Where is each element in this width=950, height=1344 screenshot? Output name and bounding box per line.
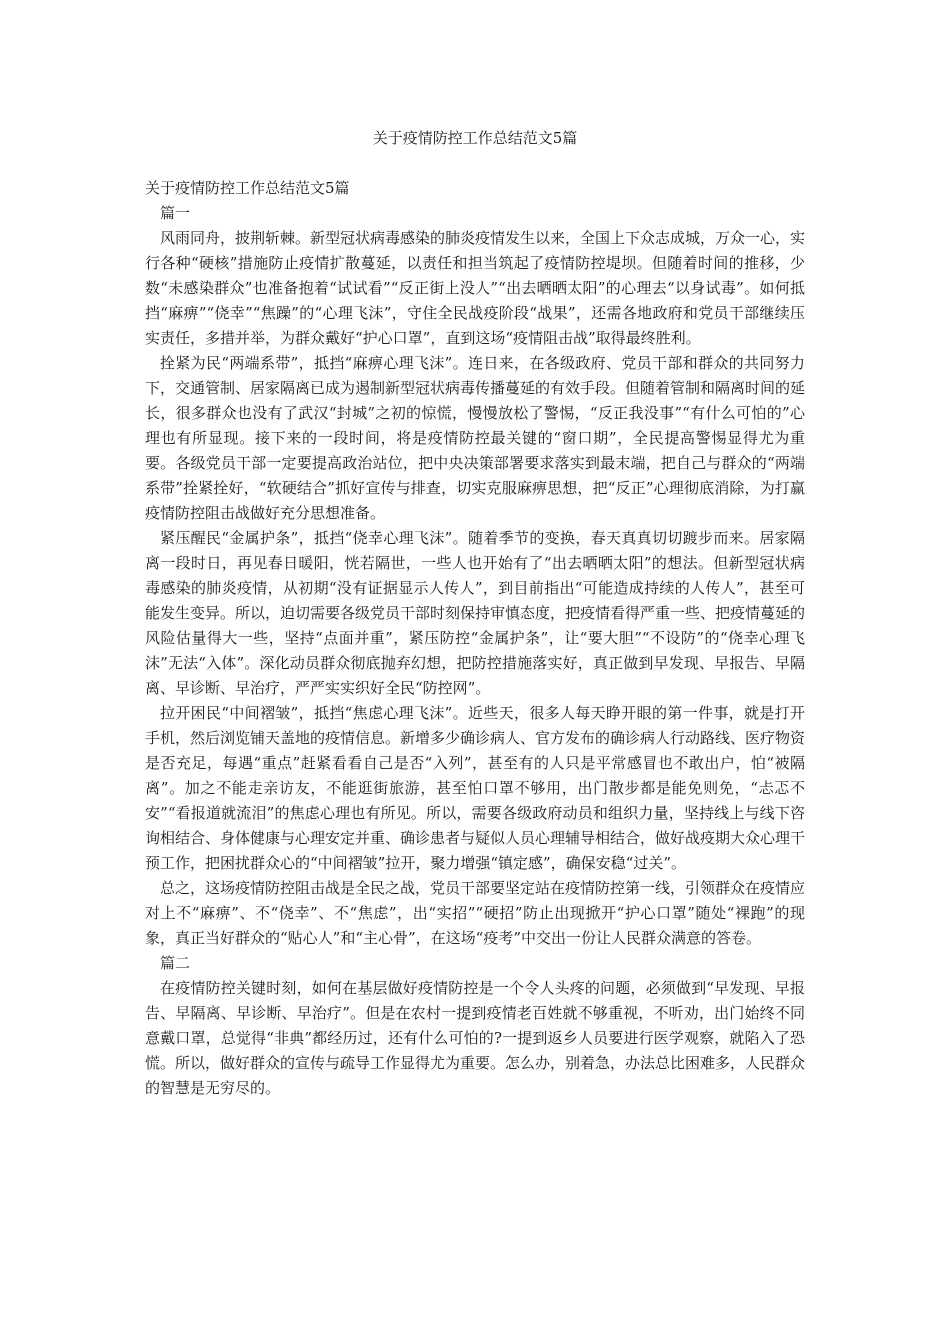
section-heading-2: 篇二: [160, 954, 191, 972]
paragraph: 紧压醒民“金属护条”，抵挡“侥幸心理飞沫”。随着季节的变换，春天真真切切踱步而来。居家隔离一段时日，再见春日暖阳，恍若隔世，一些人也开始有了“出去晒晒太阳”的想法。但新型冠状病毒感染的肺炎疫情，从初期“没有证据显示人传人”，到目前指出“可能造成持续的人传人”，甚至可能发生变异。所以，迫切需要各级党员干部时刻保持审慎态度，把疫情看得严重一些、把疫情蔓延的风险估量得大一些，坚持“点面并重”，紧压防控“金属护条”，让“要大胆”“不设防”的“侥幸心理飞沫”无法“入体”。深化动员群众彻底抛弃幻想，把防控措施落实好，真正做到早发现、早报告、早隔离、早诊断、早治疗，严严实实织好全民“防控网”。: [145, 529, 806, 697]
paragraph: 拉开困民“中间褶皱”，抵挡“焦虑心理飞沫”。近些天，很多人每天睁开眼的第一件事，就是打开手机，然后浏览铺天盖地的疫情信息。新增多少确诊病人、官方发布的确诊病人行动路线、医疗物资是否充足，每遇“重点”赶紧看看自己是否“入列”，甚至有的人只是平常感冒也不敢出户，怕“被隔离”。加之不能走亲访友，不能逛街旅游，甚至怕口罩不够用，出门散步都是能免则免，“忐忑不安”“看报道就流泪”的焦虑心理也有所见。所以，需要各级政府动员和组织力量，坚持线上与线下咨询相结合、身体健康与心理安定并重、确诊患者与疑似人员心理辅导相结合，做好战疫期大众心理干预工作，把困扰群众心的“中间褶皱”拉开，聚力增强“镇定感”，确保安稳“过关”。: [145, 704, 806, 872]
paragraph: 风雨同舟，披荆斩棘。新型冠状病毒感染的肺炎疫情发生以来，全国上下众志成城，万众一心，实行各种“硬核”措施防止疫情扩散蔓延，以责任和担当筑起了疫情防控堤坝。但随着时间的推移，少数“未感染群众”也准备抱着“试试看”“反正街上没人”“出去晒晒太阳”的心理去“以身试毒”。如何抵挡“麻痹”“侥幸”“焦躁”的“心理飞沫”，守住全民战疫阶段“战果”，还需各地政府和党员干部继续压实责任，多措并举，为群众戴好“护心口罩”，直到这场“疫情阻击战”取得最终胜利。: [145, 229, 806, 347]
paragraph: 在疫情防控关键时刻，如何在基层做好疫情防控是一个令人头疼的问题，必须做到“早发现、早报告、早隔离、早诊断、早治疗”。但是在农村一提到疫情老百姓就不够重视，不听劝，出门始终不同意戴口罩，总觉得“非典”都经历过，还有什么可怕的?一提到返乡人员要进行医学观察，就陷入了恐慌。所以，做好群众的宣传与疏导工作显得尤为重要。怎么办，别着急，办法总比困难多，人民群众的智慧是无穷尽的。: [145, 979, 806, 1097]
document-title: 关于疫情防控工作总结范文5篇: [372, 129, 578, 147]
document-subtitle: 关于疫情防控工作总结范文5篇: [145, 179, 350, 197]
paragraph: 总之，这场疫情防控阻击战是全民之战，党员干部要坚定站在疫情防控第一线，引领群众在疫情应对上不“麻痹”、不“侥幸”、不“焦虑”，出“实招”“硬招”防止出现掀开“护心口罩”随处“裸跑”的现象，真正当好群众的“贴心人”和“主心骨”，在这场“疫考”中交出一份让人民群众满意的答卷。: [145, 879, 806, 947]
section-heading-1: 篇一: [160, 204, 191, 222]
paragraph: 拴紧为民“两端系带”，抵挡“麻痹心理飞沫”。连日来，在各级政府、党员干部和群众的共同努力下，交通管制、居家隔离已成为遏制新型冠状病毒传播蔓延的有效手段。但随着管制和隔离时间的延长，很多群众也没有了武汉“封城”之初的惊慌，慢慢放松了警惕，“反正我没事”“有什么可怕的”心理也有所显现。接下来的一段时间，将是疫情防控最关键的“窗口期”，全民提高警惕显得尤为重要。各级党员干部一定要提高政治站位，把中央决策部署要求落实到最末端，把自己与群众的“两端系带”拴紧拴好，“软硬结合”抓好宣传与排查，切实克服麻痹思想，把“反正”心理彻底消除，为打赢疫情防控阻击战做好充分思想准备。: [145, 354, 806, 522]
document-body: [145, 176, 805, 1101]
